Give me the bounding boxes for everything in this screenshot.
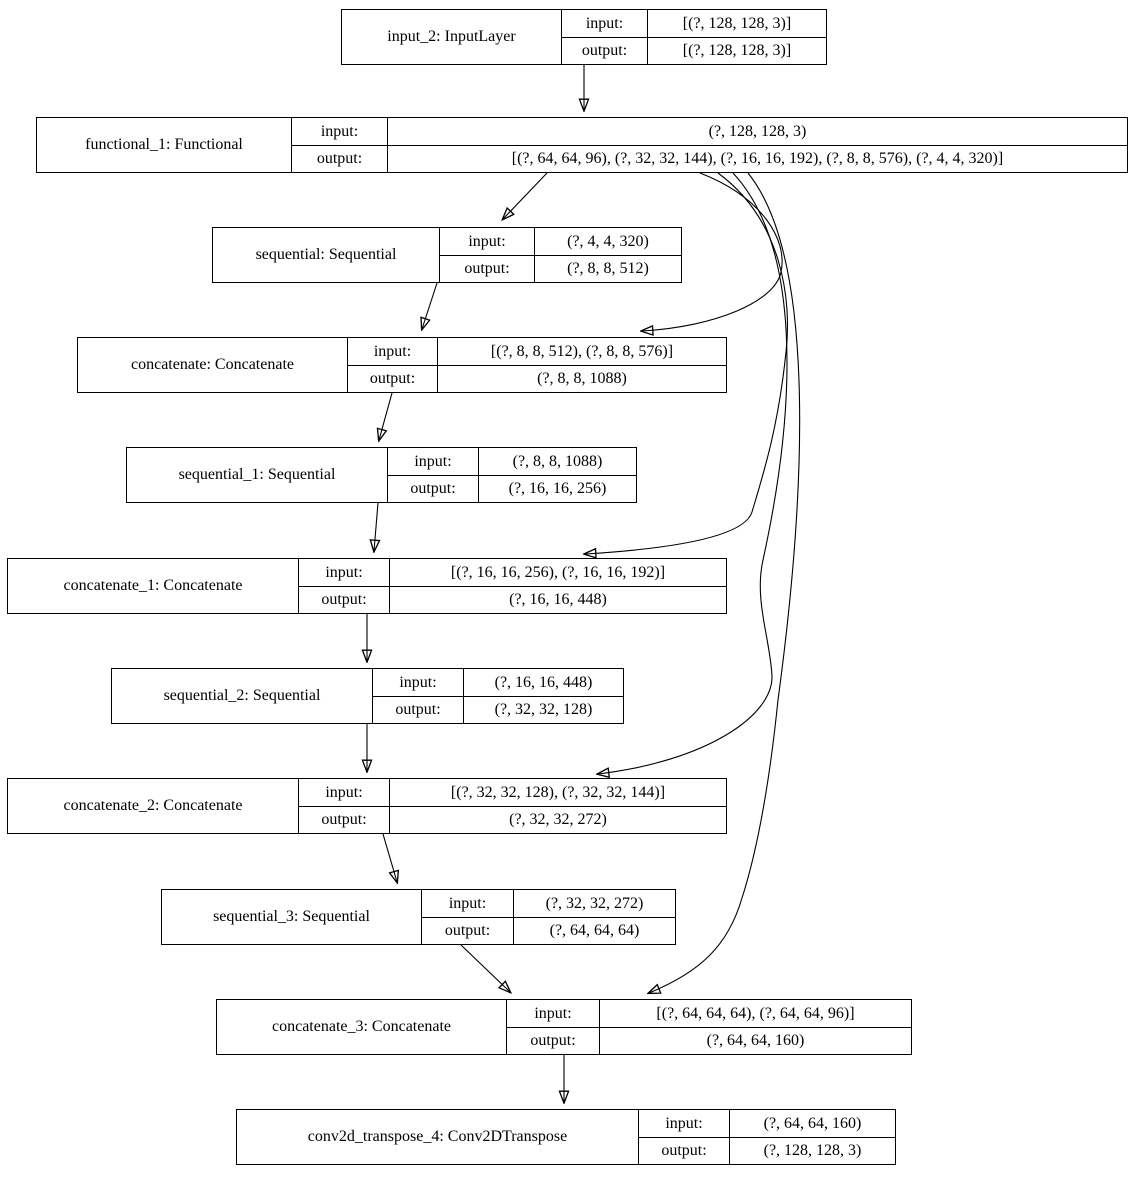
output-key-label: output: bbox=[347, 365, 437, 392]
layer-name-label: input_2: InputLayer bbox=[387, 28, 516, 45]
output-key-label: output: bbox=[561, 37, 647, 64]
layer-name-label: sequential: Sequential bbox=[255, 246, 397, 263]
layer-name-label: concatenate: Concatenate bbox=[130, 356, 294, 373]
layer-node-concatenate_3 bbox=[216, 999, 912, 1055]
input-shape-value: (?, 16, 16, 448) bbox=[463, 669, 623, 696]
layer-node-sequential_2 bbox=[111, 668, 624, 724]
layer-name-label: concatenate_3: Concatenate bbox=[271, 1018, 451, 1035]
output-key-label: output: bbox=[291, 145, 387, 172]
output-shape-value: [(?, 64, 64, 96), (?, 32, 32, 144), (?, 16, 16, 192), (?, 8, 8, 576), (?, 4, 4, 320)] bbox=[387, 145, 1127, 172]
output-key-label: output: bbox=[372, 696, 463, 723]
edge-concatenate-to-sequential_1 bbox=[379, 393, 392, 440]
input-shape-value: [(?, 128, 128, 3)] bbox=[647, 10, 826, 37]
layer-name-label: concatenate_1: Concatenate bbox=[63, 577, 243, 594]
input-key-label: input: bbox=[561, 10, 647, 37]
input-shape-value: [(?, 32, 32, 128), (?, 32, 32, 144)] bbox=[389, 779, 726, 806]
layer-node-concatenate_2 bbox=[7, 778, 727, 834]
layer-node-conv2d_transpose_4 bbox=[236, 1109, 896, 1165]
input-shape-value: [(?, 16, 16, 256), (?, 16, 16, 192)] bbox=[389, 559, 726, 586]
input-shape-value: (?, 32, 32, 272) bbox=[513, 890, 675, 917]
input-key-label: input: bbox=[298, 779, 389, 806]
layer-name-label: concatenate_2: Concatenate bbox=[63, 797, 243, 814]
input-key-label: input: bbox=[421, 890, 513, 917]
output-shape-value: (?, 64, 64, 64) bbox=[513, 917, 675, 944]
layer-node-concatenate_1 bbox=[7, 558, 727, 614]
edge-sequential_1-to-concatenate_1 bbox=[374, 503, 378, 551]
input-shape-value: (?, 8, 8, 1088) bbox=[478, 448, 636, 475]
layer-name-label: conv2d_transpose_4: Conv2DTranspose bbox=[307, 1128, 568, 1145]
layer-node-sequential_3 bbox=[161, 889, 676, 945]
layer-node-input_2 bbox=[341, 9, 827, 65]
input-key-label: input: bbox=[298, 559, 389, 586]
layer-name-label: sequential_2: Sequential bbox=[163, 687, 321, 704]
layer-name-label: sequential_1: Sequential bbox=[178, 466, 336, 483]
output-key-label: output: bbox=[298, 806, 389, 833]
input-key-label: input: bbox=[387, 448, 478, 475]
output-shape-value: (?, 8, 8, 512) bbox=[534, 255, 681, 282]
output-shape-value: (?, 16, 16, 256) bbox=[478, 475, 636, 502]
layer-name-label: functional_1: Functional bbox=[85, 136, 243, 153]
layer-node-concatenate bbox=[77, 337, 727, 393]
output-key-label: output: bbox=[298, 586, 389, 613]
input-key-label: input: bbox=[638, 1110, 729, 1137]
output-key-label: output: bbox=[421, 917, 513, 944]
output-key-label: output: bbox=[506, 1027, 599, 1054]
input-shape-value: (?, 4, 4, 320) bbox=[534, 228, 681, 255]
output-shape-value: (?, 8, 8, 1088) bbox=[437, 365, 726, 392]
edge-concatenate_2-to-sequential_3 bbox=[383, 834, 397, 882]
edge-functional_1-to-sequential bbox=[503, 173, 547, 219]
edge-sequential-to-concatenate bbox=[422, 283, 437, 329]
input-shape-value: [(?, 64, 64, 64), (?, 64, 64, 96)] bbox=[599, 1000, 911, 1027]
output-shape-value: (?, 32, 32, 128) bbox=[463, 696, 623, 723]
layer-node-sequential_1 bbox=[126, 447, 637, 503]
edge-sequential_3-to-concatenate_3 bbox=[461, 945, 510, 992]
output-key-label: output: bbox=[439, 255, 534, 282]
output-shape-value: (?, 16, 16, 448) bbox=[389, 586, 726, 613]
layer-node-functional_1 bbox=[36, 117, 1128, 173]
output-key-label: output: bbox=[638, 1137, 729, 1164]
input-key-label: input: bbox=[439, 228, 534, 255]
input-key-label: input: bbox=[291, 118, 387, 145]
output-shape-value: (?, 128, 128, 3) bbox=[729, 1137, 895, 1164]
input-key-label: input: bbox=[347, 338, 437, 365]
output-key-label: output: bbox=[387, 475, 478, 502]
output-shape-value: (?, 64, 64, 160) bbox=[599, 1027, 911, 1054]
layer-node-sequential bbox=[212, 227, 682, 283]
input-key-label: input: bbox=[372, 669, 463, 696]
layer-name-label: sequential_3: Sequential bbox=[213, 908, 370, 925]
input-shape-value: (?, 128, 128, 3) bbox=[387, 118, 1127, 145]
input-key-label: input: bbox=[506, 1000, 599, 1027]
output-shape-value: [(?, 128, 128, 3)] bbox=[647, 37, 826, 64]
input-shape-value: [(?, 8, 8, 512), (?, 8, 8, 576)] bbox=[437, 338, 726, 365]
output-shape-value: (?, 32, 32, 272) bbox=[389, 806, 726, 833]
input-shape-value: (?, 64, 64, 160) bbox=[729, 1110, 895, 1137]
